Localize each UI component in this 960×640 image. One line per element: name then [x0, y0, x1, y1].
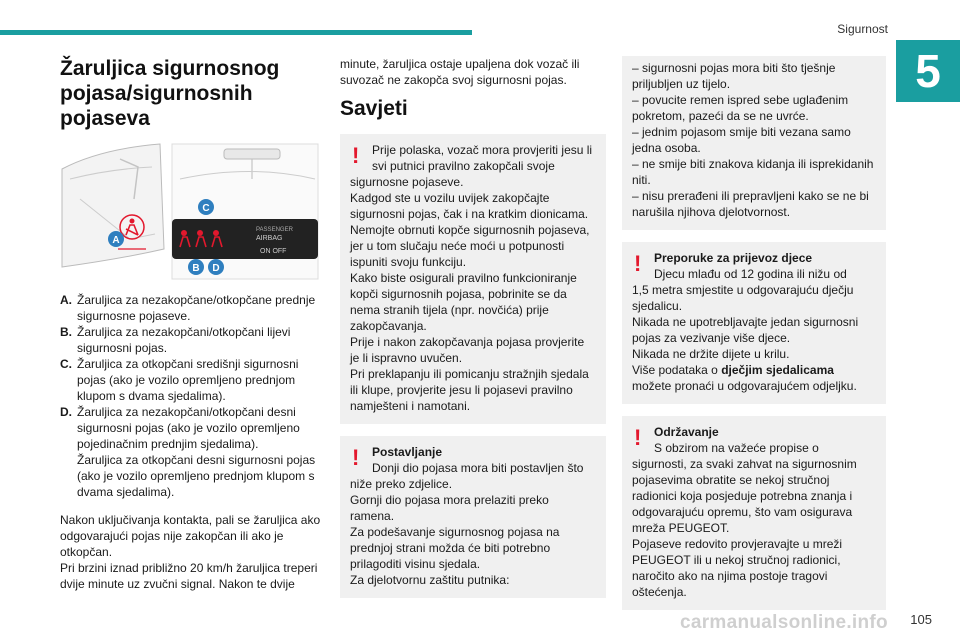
svg-text:A: A	[112, 235, 120, 246]
warning-icon: !	[634, 425, 642, 450]
installation-box-continued: – sigurnosni pojas mora biti što tješnje priljubljen uz tijelo. – povucite remen ispred sebe uglađenim pokretom, pazeći da se ne uvrće. – jednim pojasom smije biti vezana samo jedna osoba. – ne smije biti znakova kidanja ili isprekidanih niti. – nisu prerađeni ili prepravljeni kako se ne bi narušila njihova djelotvornost.	[622, 56, 886, 230]
chapter-number-tab: 5	[896, 40, 960, 102]
svg-text:B: B	[192, 263, 200, 274]
warning-icon: !	[352, 445, 360, 470]
legend-item-b: B. Žaruljica za nezakopčani/otkopčani lijevi sigurnosni pojas.	[60, 325, 291, 355]
svg-text:C: C	[202, 203, 210, 214]
panel-label-passenger: PASSENGER	[256, 227, 293, 233]
box-title: Održavanje	[654, 425, 719, 439]
column-1	[60, 56, 322, 592]
continuation-text: minute, žaruljica ostaje upaljena dok vozač ili suvozač ne zakopča svoj sigurnosni pojas.	[340, 57, 580, 87]
children-box: ! Preporuke za prijevoz djece Djecu mlađu od 12 godina ili nižu od 1,5 metra smjestite u odgovarajuću dječju sjedalicu. Nikada ne upotrebljavajte jedan sigurnosni pojas za vezivanje više djece. Nikada ne držite dijete u krilu. Više podataka o dječjim sjedalicama možete pronaći u odgovarajućem odjeljku.	[622, 242, 886, 404]
callout-d	[208, 259, 224, 275]
box-title: Preporuke za prijevoz djece	[654, 251, 813, 265]
legend-item-d: D. Žaruljica za nezakopčani/otkopčani desni sigurnosni pojas (ako je vozilo opremljeno pojedinačnim prednjim sjedalima). Žaruljica za otkopčani desni sigurnosni pojas (ako je vozilo opremljeno prednjom klupom s dvama sjedalima).	[60, 405, 316, 499]
seatbelt-illustration	[60, 139, 322, 284]
warning-icon: !	[634, 251, 642, 276]
top-accent-bar	[0, 30, 472, 35]
advice-box: ! Prije polaska, vozač mora provjeriti jesu li svi putnici pravilno zakopčali svoje sigurnosne pojaseve. Kadgod ste u vozilu uvijek zakopčajte sigurnosni pojas, čak i na kratkim dionicama. Nemojte obrnuti kopče sigurnosnih pojaseva, jer u tom slučaju neće moći u potpunosti ispuniti svoju funkciju. Kako biste osigurali pravilno funkcioniranje kopči sigurnosnih pojasa, pobrinite se da nema stranih tijela (npr. novčića) prije zakopčavanja. Prije i nakon zakopčavanja pojasa provjerite je li ispravno uvučen. Pri preklapanju ili pomicanju stražnjih sjedala ili klupe, provjerite jesu li pojasevi pravilno namješteni i namotani.	[340, 134, 606, 424]
warning-icon: !	[352, 143, 360, 168]
legend-item-c: C. Žaruljica za otkopčani središnji sigurnosni pojas (ako je vozilo opremljeno prednjom klupom s dvama sjedalima).	[60, 357, 299, 403]
column-3	[622, 56, 886, 622]
box-title: Postavljanje	[372, 445, 443, 459]
callout-b	[188, 259, 204, 275]
callout-a	[108, 231, 124, 247]
maintenance-box: ! Održavanje S obzirom na važeće propise o sigurnosti, za svaki zahvat na sigurnosnim pojasevima obratite se nekoj stručnoj radionici koja posjeduje potrebna znanja i odgovarajuću opremu, što vam osigurava mreža PEUGEOT. Pojaseve redovito provjeravajte u mreži PEUGEOT ili u nekoj stručnoj radionici, naročito ako na njima postoje tragovi oštećenja.	[622, 416, 886, 610]
body-paragraph: Nakon uključivanja kontakta, pali se žaruljica ako odgovarajući pojas nije zakopčan ili ako je otkopčan. Pri brzini iznad približno 20 km/h žaruljica treperi dvije minute uz zvučni signal. Nakon te dvije	[60, 513, 321, 591]
legend-list	[60, 292, 322, 500]
callout-c	[198, 199, 214, 215]
section-heading-savjeti: Savjeti	[340, 97, 408, 120]
installation-box: ! Postavljanje Donji dio pojasa mora biti postavljen što niže preko zdjelice. Gornji dio pojasa mora prelaziti preko ramena. Za podešavanje sigurnosnog pojasa na prednjoj strani možda će biti potrebno prilagoditi visinu sjedala. Za djelotvornu zaštitu putnika:	[340, 436, 606, 598]
panel-label-on-off: ON OFF	[260, 248, 287, 255]
watermark: carmanualsonline.info	[680, 612, 888, 633]
page-number: 105	[910, 612, 932, 627]
page-title: Žaruljica sigurnosnog pojasa/sigurnosnih pojaseva	[60, 57, 280, 130]
svg-text:D: D	[212, 263, 220, 274]
column-2	[340, 56, 606, 610]
section-name: Sigurnost	[837, 22, 888, 36]
dashboard-illustration	[60, 139, 322, 284]
panel-label-airbag: AIRBAG	[256, 235, 283, 242]
legend-item-a: A. Žaruljica za nezakopčane/otkopčane prednje sigurnosne pojaseve.	[60, 293, 316, 323]
